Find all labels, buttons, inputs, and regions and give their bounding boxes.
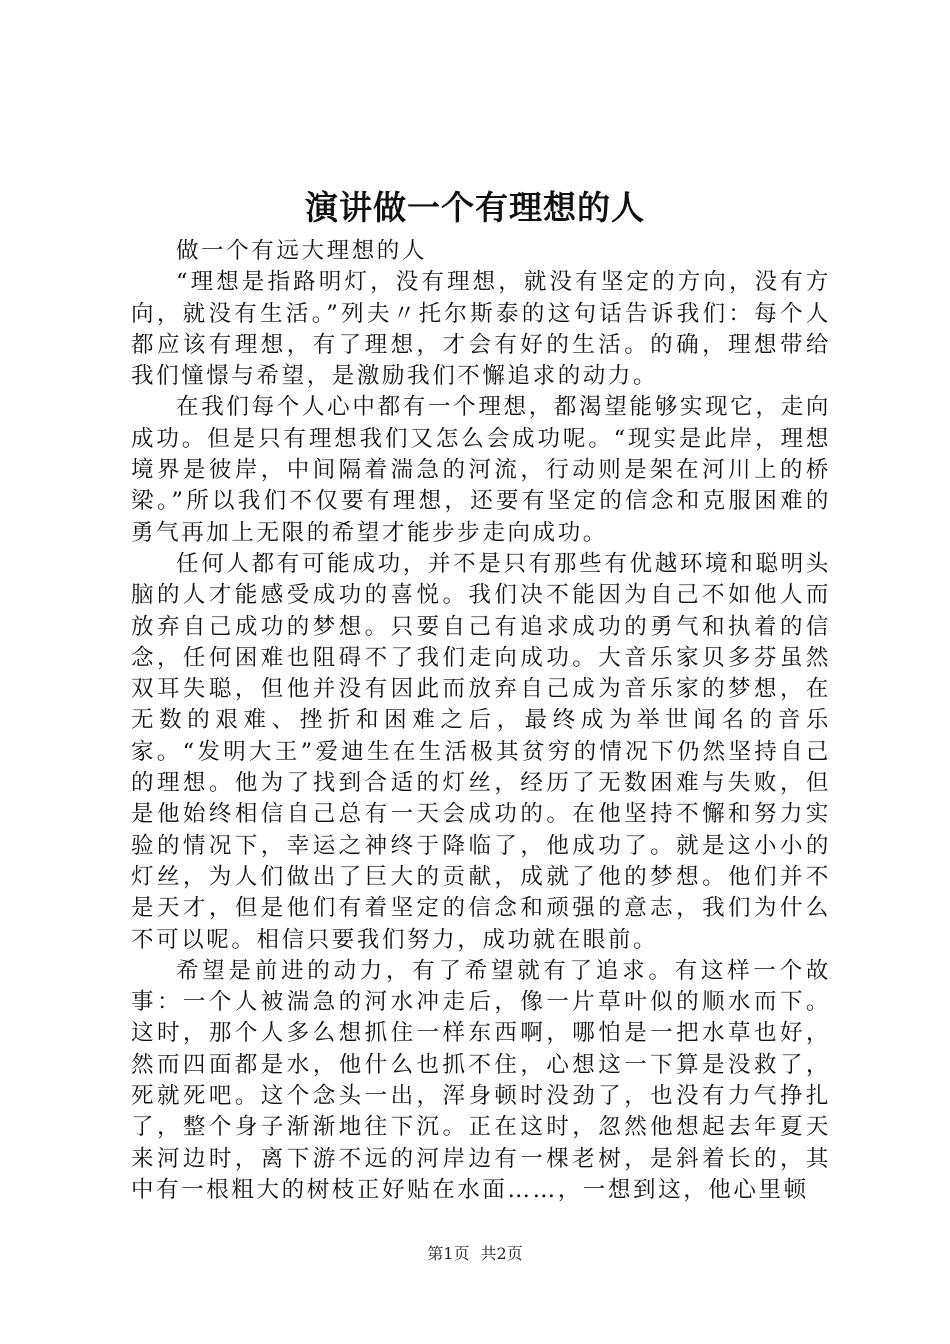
body-paragraph: “理想是指路明灯，没有理想，就没有坚定的方向，没有方向，就没有生活。”列夫〃托尔斯泰的这句话告诉我们：每个人都应该有理想，有了理想，才会有好的生活。的确，理想带给我们憧憬与希望，是激励我们不懈追求的动力。 [131,269,831,390]
document-title: 演讲做一个有理想的人 [305,188,645,227]
subtitle-paragraph: 做一个有远大理想的人 [176,238,428,264]
page-footer [0,1243,950,1265]
document-body [131,236,831,1206]
page-number: 第1页 [427,1244,470,1263]
body-paragraph: 任何人都有可能成功，并不是只有那些有优越环境和聪明头脑的人才能感受成功的喜悦。我们决不能因为自己不如他人而放弃自己成功的梦想。只要自己有追求成功的勇气和执着的信念，任何困难也阻碍不了我们走向成功。大音乐家贝多芬虽然双耳失聪，但他并没有因此而放弃自己成为音乐家的梦想，在无数的艰难、挫折和困难之后，最终成为举世闻名的音乐家。“发明大王”爱迪生在生活极其贫穷的情况下仍然坚持自己的理想。他为了找到合适的灯丝，经历了无数困难与失败，但是他始终相信自己总有一天会成功的。在他坚持不懈和努力实验的情况下，幸运之神终于降临了，他成功了。就是这小小的灯丝，为人们做出了巨大的贡献，成就了他的梦想。他们并不是天才，但是他们有着坚定的信念和顽强的意志，我们为什么不可以呢。相信只要我们努力，成功就在眼前。 [131,550,831,953]
body-paragraph: 希望是前进的动力，有了希望就有了追求。有这样一个故事：一个人被湍急的河水冲走后，像一片草叶似的顺水而下。这时，那个人多么想抓住一样东西啊，哪怕是一把水草也好，然而四面都是水，他什么也抓不住，心想这一下算是没救了，死就死吧。这个念头一出，浑身顿时没劲了，也没有力气挣扎了，整个身子渐渐地往下沉。正在这时，忽然他想起去年夏天来河边时，离下游不远的河岸边有一棵老树，是斜着长的，其中有一根粗大的树枝正好贴在水面……，一想到这，他心里顿 [131,957,831,1203]
body-paragraph: 在我们每个人心中都有一个理想，都渴望能够实现它，走向成功。但是只有理想我们又怎么会成功呢。“现实是此岸，理想境界是彼岸，中间隔着湍急的河流，行动则是架在河川上的桥梁。”所以我们不仅要有理想，还要有坚定的信念和克服困难的勇气再加上无限的希望才能步步走向成功。 [131,394,831,546]
page-total: 共2页 [480,1244,523,1263]
